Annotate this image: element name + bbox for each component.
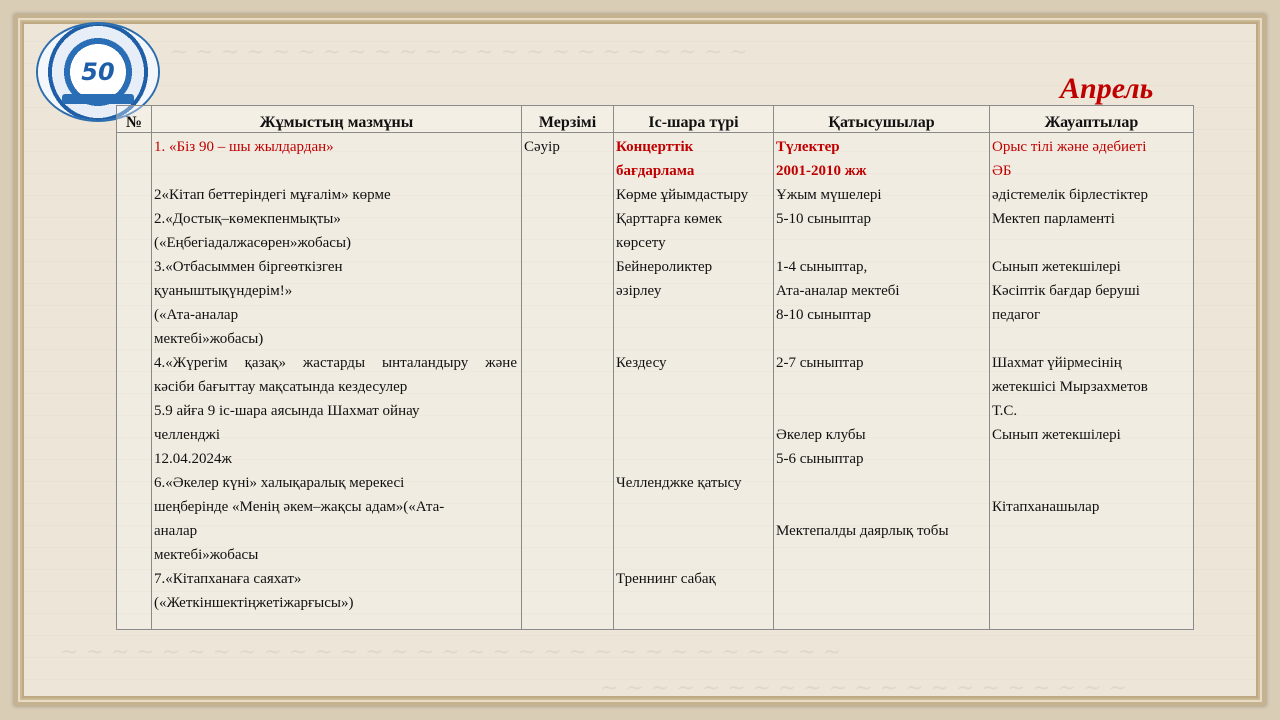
participants-cell bbox=[774, 133, 990, 630]
content-line: мектебі»жобасы) bbox=[154, 331, 264, 347]
responsible-line: Сынып жетекшілері bbox=[992, 427, 1121, 443]
responsible-line: Т.С. bbox=[992, 403, 1018, 419]
number-cell bbox=[117, 133, 152, 630]
responsible-line: Сынып жетекшілері bbox=[992, 259, 1121, 275]
event-type-cell bbox=[614, 133, 774, 630]
responsible-line: жетекшісі Мырзахметов bbox=[992, 379, 1148, 395]
content-line: аналар bbox=[154, 523, 198, 539]
content-line: 12.04.2024ж bbox=[154, 451, 232, 467]
responsible-line: әдістемелік бірлестіктер bbox=[992, 187, 1148, 203]
content-cell bbox=[152, 133, 522, 630]
type-line: Треннинг сабақ bbox=[616, 571, 716, 587]
period-cell bbox=[522, 133, 614, 630]
responsible-cell bbox=[990, 133, 1194, 630]
content-line: 6.«Әкелер күні» халықаралық мерекесі bbox=[154, 475, 405, 491]
content-line: мектебі»жобасы bbox=[154, 547, 259, 563]
participants-line: 1-4 сыныптар, bbox=[776, 259, 868, 275]
type-line: Бейнероликтер bbox=[616, 259, 713, 275]
participants-line: 2001-2010 жж bbox=[776, 163, 867, 179]
type-line: Көрме ұйымдастыру bbox=[616, 187, 749, 203]
header-content: Жұмыстың мазмұны bbox=[152, 106, 522, 133]
participants-line: Ата-аналар мектебі bbox=[776, 283, 900, 299]
plan-table bbox=[116, 105, 1194, 630]
responsible-line: Кітапханашылар bbox=[992, 499, 1100, 515]
content-line: 3.«Отбасыммен біргеөткізген bbox=[154, 259, 343, 275]
type-line: әзірлеу bbox=[616, 283, 662, 299]
responsible-line: Орыс тілі және әдебиеті bbox=[992, 139, 1147, 155]
participants-line: 5-6 сыныптар bbox=[776, 451, 864, 467]
participants-line: Түлектер bbox=[776, 139, 840, 155]
participants-line: 5-10 сыныптар bbox=[776, 211, 872, 227]
responsible-line: Шахмат үйірмесінің bbox=[992, 355, 1122, 371]
content-line: («Ата-аналар bbox=[154, 307, 239, 323]
header-responsible: Жауаптылар bbox=[990, 106, 1194, 133]
table-header-row bbox=[117, 106, 1194, 133]
month-title: Апрель bbox=[1060, 72, 1154, 105]
responsible-line: ӘБ bbox=[992, 163, 1012, 179]
participants-line: Мектепалды даярлық тобы bbox=[776, 523, 949, 539]
content-line: («Жеткіншектіңжетіжарғысы») bbox=[154, 595, 354, 611]
content-line: челленджі bbox=[154, 427, 221, 443]
content-line: қуаныштықүндерім!» bbox=[154, 283, 293, 299]
type-line: Қарттарға көмек bbox=[616, 211, 723, 227]
type-line: Челленджке қатысу bbox=[616, 475, 742, 491]
participants-line: 8-10 сыныптар bbox=[776, 307, 872, 323]
type-line: Кездесу bbox=[616, 355, 667, 371]
content-line: 2«Кітап беттеріндегі мұғалім» көрме bbox=[154, 187, 391, 203]
background-script-decoration: ~ ~ ~ ~ ~ ~ ~ ~ ~ ~ ~ ~ ~ ~ ~ ~ ~ ~ ~ ~ ~ ~ ~ ~ ~ ~ ~ ~ ~ ~ ~ bbox=[60, 640, 842, 665]
type-line: көрсету bbox=[616, 235, 666, 251]
participants-line: Әкелер клубы bbox=[776, 427, 866, 443]
responsible-line: Мектеп парламенті bbox=[992, 211, 1115, 227]
content-line: 4.«Жүрегім қазақ» жастарды ынталандыру және bbox=[154, 355, 517, 371]
content-line: 5.9 айға 9 іс-шара аясында Шахмат ойнау bbox=[154, 403, 420, 419]
content-line: шеңберінде «Менің әкем–жақсы адам»(«Ата- bbox=[154, 499, 445, 515]
logo-anniversary-number: 50 bbox=[81, 58, 115, 86]
participants-line: Ұжым мүшелері bbox=[776, 187, 882, 203]
type-line: бағдарлама bbox=[616, 163, 695, 179]
content-line: кәсіби бағыттау мақсатында кездесулер bbox=[154, 379, 408, 395]
content-line: 7.«Кітапханаға саяхат» bbox=[154, 571, 302, 587]
header-number: № bbox=[117, 106, 152, 133]
background-script-decoration: ~ ~ ~ ~ ~ ~ ~ ~ ~ ~ ~ ~ ~ ~ ~ ~ ~ ~ ~ ~ ~ ~ ~ bbox=[170, 40, 748, 65]
header-event-type: Іс-шара түрі bbox=[614, 106, 774, 133]
responsible-line: педагог bbox=[992, 307, 1041, 323]
content-line: 2.«Достық–көмекпенмықты» bbox=[154, 211, 341, 227]
responsible-line: Кәсіптік бағдар беруші bbox=[992, 283, 1140, 299]
content-line: 1. «Біз 90 – шы жылдардан» bbox=[154, 139, 334, 155]
header-period: Мерзімі bbox=[522, 106, 614, 133]
logo-ribbon bbox=[62, 94, 134, 104]
table-row bbox=[117, 133, 1194, 630]
content-line: («Еңбегіадалжасөрен»жобасы) bbox=[154, 235, 352, 251]
header-participants: Қатысушылар bbox=[774, 106, 990, 133]
background-script-decoration: ~ ~ ~ ~ ~ ~ ~ ~ ~ ~ ~ ~ ~ ~ ~ ~ ~ ~ ~ ~ ~ bbox=[600, 676, 1127, 701]
participants-line: 2-7 сыныптар bbox=[776, 355, 864, 371]
type-line: Концерттік bbox=[616, 139, 694, 155]
period-value: Сәуір bbox=[524, 139, 560, 155]
